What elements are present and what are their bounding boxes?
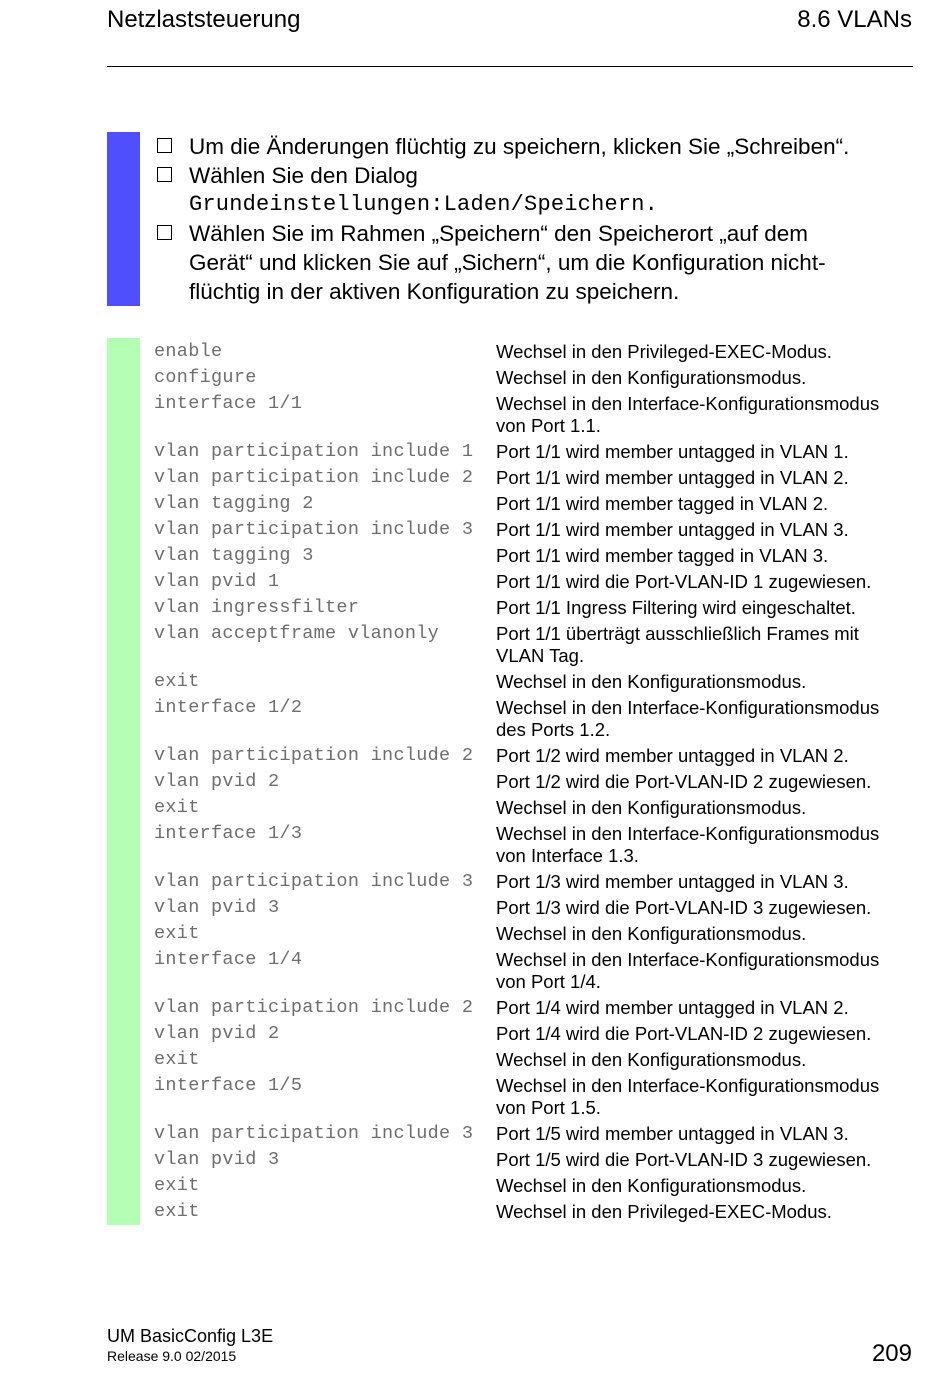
description-line: Port 1/2 wird member untagged in VLAN 2. <box>496 745 849 766</box>
instruction-text: Gerät“ und klicken Sie auf „Sichern“, um die Konfiguration nicht- <box>189 250 826 275</box>
cli-command: exit <box>154 1049 200 1070</box>
description-line: des Ports 1.2. <box>496 719 611 740</box>
command-row <box>154 1199 914 1225</box>
cli-command: vlan acceptframe vlanonly <box>154 623 440 644</box>
command-description <box>496 795 914 821</box>
description-line: Wechsel in den Interface-Konfigurationsmodus <box>496 393 880 414</box>
description-line: Port 1/1 wird die Port-VLAN-ID 1 zugewiesen. <box>496 571 872 592</box>
description-line: Port 1/2 wird die Port-VLAN-ID 2 zugewiesen. <box>496 771 872 792</box>
command-description <box>496 491 914 517</box>
command-description <box>496 1173 914 1199</box>
description-line: Port 1/1 überträgt ausschließlich Frames mit <box>496 623 859 644</box>
command-row <box>154 465 914 491</box>
instruction-item <box>157 161 917 219</box>
checkbox-icon <box>157 167 172 182</box>
command-row <box>154 1047 914 1073</box>
description-line: Port 1/1 wird member tagged in VLAN 3. <box>496 545 829 566</box>
cli-command: exit <box>154 1201 200 1222</box>
command-row <box>154 1021 914 1047</box>
command-row <box>154 517 914 543</box>
description-line: von Interface 1.3. <box>496 845 639 866</box>
description-line: Port 1/1 wird member untagged in VLAN 3. <box>496 519 849 540</box>
description-line: von Port 1.5. <box>496 1097 601 1118</box>
description-line: VLAN Tag. <box>496 645 585 666</box>
instruction-text: flüchtig in der aktiven Konfiguration zu speichern. <box>189 279 680 304</box>
command-description <box>496 1073 914 1121</box>
command-row <box>154 743 914 769</box>
command-row <box>154 491 914 517</box>
command-row <box>154 795 914 821</box>
command-table <box>154 339 914 1225</box>
description-line: Port 1/3 wird member untagged in VLAN 3. <box>496 871 849 892</box>
description-line: Wechsel in den Privileged-EXEC-Modus. <box>496 341 832 362</box>
command-row <box>154 569 914 595</box>
cli-command: interface 1/1 <box>154 393 303 414</box>
cli-command: vlan participation include 1 <box>154 441 474 462</box>
command-row <box>154 391 914 439</box>
command-row <box>154 1073 914 1121</box>
instruction-text: Um die Änderungen flüchtig zu speichern, klicken Sie „Schreiben“. <box>189 134 850 159</box>
command-description <box>496 1199 914 1225</box>
command-description <box>496 1047 914 1073</box>
cli-command: interface 1/2 <box>154 697 303 718</box>
cli-command: vlan pvid 3 <box>154 1149 280 1170</box>
description-line: Wechsel in den Konfigurationsmodus. <box>496 367 807 388</box>
command-description <box>496 921 914 947</box>
cli-command: exit <box>154 923 200 944</box>
command-row <box>154 621 914 669</box>
instruction-item <box>157 132 917 161</box>
command-description <box>496 743 914 769</box>
command-description <box>496 895 914 921</box>
footer-release: Release 9.0 02/2015 <box>107 1348 237 1364</box>
description-line: Port 1/4 wird die Port-VLAN-ID 2 zugewiesen. <box>496 1023 872 1044</box>
command-description <box>496 1147 914 1173</box>
command-row <box>154 947 914 995</box>
cli-command: vlan participation include 2 <box>154 745 474 766</box>
description-line: Wechsel in den Konfigurationsmodus. <box>496 1175 807 1196</box>
command-description <box>496 517 914 543</box>
description-line: Port 1/1 wird member untagged in VLAN 2. <box>496 467 849 488</box>
command-description <box>496 543 914 569</box>
command-row <box>154 1173 914 1199</box>
description-line: Wechsel in den Interface-Konfigurationsmodus <box>496 823 880 844</box>
command-row <box>154 669 914 695</box>
cli-command: vlan tagging 3 <box>154 545 314 566</box>
command-description <box>496 869 914 895</box>
command-description <box>496 339 914 365</box>
command-row <box>154 439 914 465</box>
description-line: Port 1/1 wird member tagged in VLAN 2. <box>496 493 829 514</box>
command-row <box>154 1147 914 1173</box>
page-number: 209 <box>871 1340 912 1367</box>
cli-command: vlan participation include 3 <box>154 871 474 892</box>
command-row <box>154 1121 914 1147</box>
command-row <box>154 921 914 947</box>
description-line: Port 1/1 Ingress Filtering wird eingeschaltet. <box>496 597 856 618</box>
instruction-text: Wählen Sie den Dialog <box>189 163 418 188</box>
command-description <box>496 947 914 995</box>
command-row <box>154 995 914 1021</box>
command-row <box>154 821 914 869</box>
description-line: Wechsel in den Konfigurationsmodus. <box>496 923 807 944</box>
cli-command: exit <box>154 671 200 692</box>
command-description <box>496 391 914 439</box>
cli-command: enable <box>154 341 223 362</box>
cli-command: exit <box>154 1175 200 1196</box>
command-description <box>496 569 914 595</box>
checkbox-icon <box>157 225 172 240</box>
description-line: Wechsel in den Konfigurationsmodus. <box>496 1049 807 1070</box>
cli-command: vlan participation include 3 <box>154 519 474 540</box>
cli-command: interface 1/3 <box>154 823 303 844</box>
description-line: von Port 1.1. <box>496 415 601 436</box>
command-description <box>496 595 914 621</box>
cli-command: vlan pvid 3 <box>154 897 280 918</box>
dialog-path: Grundeinstellungen:Laden/Speichern. <box>189 192 659 217</box>
command-description <box>496 365 914 391</box>
command-description <box>496 821 914 869</box>
footer-manual-title: UM BasicConfig L3E <box>107 1326 274 1346</box>
command-bar <box>107 338 140 1225</box>
description-line: Wechsel in den Interface-Konfigurationsmodus <box>496 1075 880 1096</box>
description-line: von Port 1/4. <box>496 971 601 992</box>
cli-command: configure <box>154 367 257 388</box>
description-line: Port 1/4 wird member untagged in VLAN 2. <box>496 997 849 1018</box>
command-row <box>154 595 914 621</box>
description-line: Port 1/5 wird die Port-VLAN-ID 3 zugewiesen. <box>496 1149 872 1170</box>
command-row <box>154 695 914 743</box>
instruction-item <box>157 219 917 306</box>
command-description <box>496 769 914 795</box>
instruction-list <box>157 132 917 306</box>
description-line: Wechsel in den Konfigurationsmodus. <box>496 671 807 692</box>
cli-command: exit <box>154 797 200 818</box>
command-row <box>154 365 914 391</box>
cli-command: vlan tagging 2 <box>154 493 314 514</box>
cli-command: vlan pvid 1 <box>154 571 280 592</box>
cli-command: vlan participation include 2 <box>154 467 474 488</box>
description-line: Port 1/5 wird member untagged in VLAN 3. <box>496 1123 849 1144</box>
command-description <box>496 621 914 669</box>
cli-command: vlan pvid 2 <box>154 1023 280 1044</box>
description-line: Port 1/1 wird member untagged in VLAN 1. <box>496 441 849 462</box>
cli-command: interface 1/4 <box>154 949 303 970</box>
cli-command: interface 1/5 <box>154 1075 303 1096</box>
command-description <box>496 1021 914 1047</box>
command-row <box>154 895 914 921</box>
section-title: 8.6 VLANs <box>797 6 912 33</box>
cli-command: vlan participation include 2 <box>154 997 474 1018</box>
command-description <box>496 1121 914 1147</box>
description-line: Port 1/3 wird die Port-VLAN-ID 3 zugewiesen. <box>496 897 872 918</box>
description-line: Wechsel in den Konfigurationsmodus. <box>496 797 807 818</box>
command-description <box>496 695 914 743</box>
command-row <box>154 543 914 569</box>
command-description <box>496 439 914 465</box>
cli-command: vlan participation include 3 <box>154 1123 474 1144</box>
checkbox-icon <box>157 138 172 153</box>
command-row <box>154 769 914 795</box>
description-line: Wechsel in den Interface-Konfigurationsmodus <box>496 697 880 718</box>
command-description <box>496 669 914 695</box>
instruction-bar <box>107 132 140 306</box>
command-description <box>496 995 914 1021</box>
cli-command: vlan ingressfilter <box>154 597 360 618</box>
command-row <box>154 339 914 365</box>
command-description <box>496 465 914 491</box>
cli-command: vlan pvid 2 <box>154 771 280 792</box>
instruction-text: Wählen Sie im Rahmen „Speichern“ den Speicherort „auf dem <box>189 221 809 246</box>
chapter-title: Netzlaststeuerung <box>107 6 301 33</box>
header-divider <box>107 66 913 67</box>
description-line: Wechsel in den Privileged-EXEC-Modus. <box>496 1201 832 1222</box>
command-row <box>154 869 914 895</box>
description-line: Wechsel in den Interface-Konfigurationsmodus <box>496 949 880 970</box>
